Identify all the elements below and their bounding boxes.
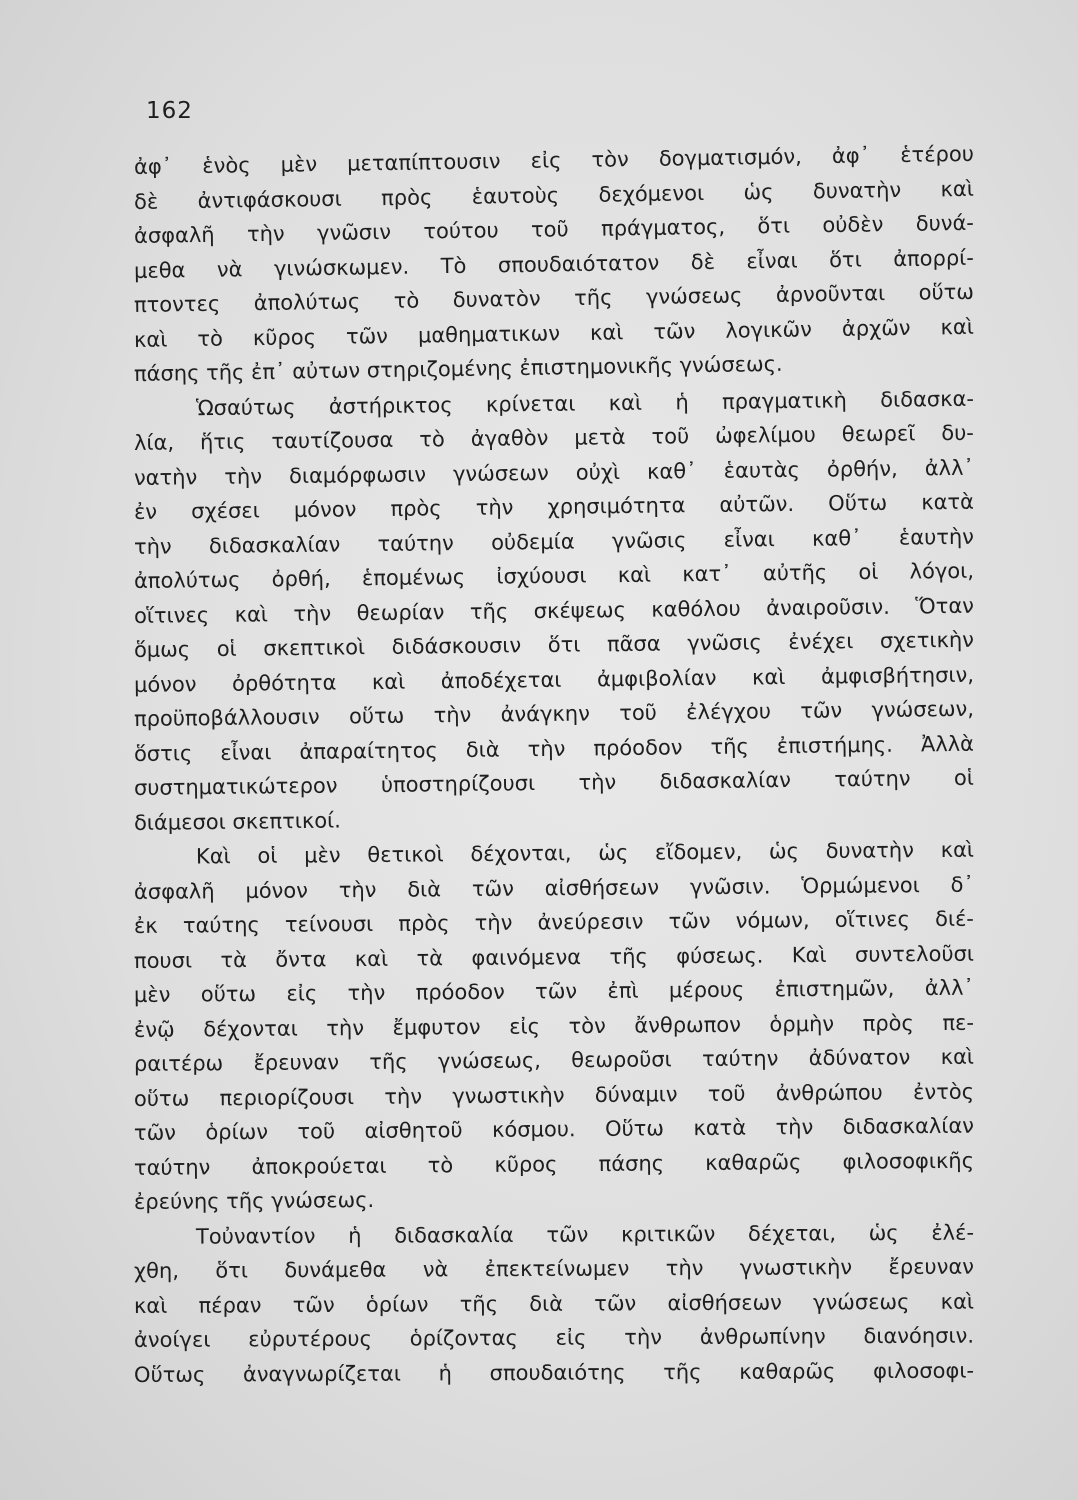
text-line: ταύτην ἀποκρούεται τὸ κῦρος πάσης καθαρῶς φιλοσοφικῆς <box>133 1148 975 1180</box>
text-line: τὴν διδασκαλίαν ταύτην οὐδεμία γνῶσις εἶναι καθ᾽ ἑαυτὴν <box>133 524 975 559</box>
text-line: ἐρεύνης τῆς γνώσεως. <box>133 1187 375 1214</box>
text-line: νατὴν τὴν διαμόρφωσιν γνώσεων οὐχὶ καθ᾽ ἑαυτὰς ὀρθήν, ἀλλ᾽ <box>133 455 975 490</box>
text-line: οἵτινες καὶ τὴν θεωρίαν τῆς σκέψεως καθόλου ἀναιροῦσιν. Ὅταν <box>133 593 975 628</box>
text-line: ἐκ ταύτης τείνουσι πρὸς τὴν ἀνεύρεσιν τῶν νόμων, οἵτινες διέ- <box>133 906 975 938</box>
text-line: ἐν σχέσει μόνον πρὸς τὴν χρησιμότητα αὐτῶν. Οὕτω κατὰ <box>133 489 975 524</box>
text-line: ἀσφαλῆ τὴν γνῶσιν τούτου τοῦ πράγματος, ὅτι οὐδὲν δυνά- <box>133 210 975 248</box>
text-line: Τοὐναντίον ἡ διδασκαλία τῶν κριτικῶν δέχεται, ὡς ἐλέ- <box>195 1220 975 1249</box>
text-line: οὕτω περιορίζουσι τὴν γνωστικὴν δύναμιν τοῦ ἀνθρώπου ἐντὸς <box>133 1079 975 1111</box>
text-line: ὅστις εἶναι ἀπαραίτητος διὰ τὴν πρόοδον τῆς ἐπιστήμης. Ἀλλὰ <box>133 731 975 766</box>
text-line: πτοντες ἀπολύτως τὸ δυνατὸν τῆς γνώσεως ἀρνοῦνται οὕτω <box>133 279 975 317</box>
text-line: μὲν οὕτω εἰς τὴν πρόοδον τῶν ἐπὶ μέρους ἐπιστημῶν, ἀλλ᾽ <box>133 975 975 1007</box>
text-line: πάσης τῆς ἐπ᾽ αὐτων στηριζομένης ἐπιστημονικῆς γνώσεως. <box>133 351 783 386</box>
text-line: καὶ πέραν τῶν ὁρίων τῆς διὰ τῶν αἰσθήσεων γνώσεως καὶ <box>133 1289 975 1318</box>
text-line: ἀπολύτως ὀρθή, ἑπομένως ἰσχύουσι καὶ κατ᾽ αὐτῆς οἱ λόγοι, <box>133 558 975 593</box>
text-line: ἀφ᾽ ἑνὸς μὲν μεταπίπτουσιν εἰς τὸν δογματισμόν, ἀφ᾽ ἑτέρου <box>133 141 975 179</box>
text-line: τῶν ὁρίων τοῦ αἰσθητοῦ κόσμου. Οὕτω κατὰ τὴν διδασκαλίαν <box>133 1113 975 1145</box>
text-line: λία, ἥτις ταυτίζουσα τὸ ἀγαθὸν μετὰ τοῦ ὠφελίμου θεωρεῖ δυ- <box>133 420 975 455</box>
text-line: χθη, ὅτι δυνάμεθα νὰ ἐπεκτείνωμεν τὴν γνωστικὴν ἔρευναν <box>133 1254 975 1283</box>
text-line: δὲ ἀντιφάσκουσι πρὸς ἑαυτοὺς δεχόμενοι ὡς δυνατὴν καὶ <box>133 176 975 214</box>
text-line: ἐνῷ δέχονται τὴν ἔμφυτον εἰς τὸν ἄνθρωπον ὁρμὴν πρὸς πε- <box>133 1010 975 1042</box>
text-line: μεθα νὰ γινώσκωμεν. Τὸ σπουδαιότατον δὲ εἶναι ὅτι ἀπορρί- <box>133 245 975 283</box>
text-line: ἀνοίγει εὐρυτέρους ὁρίζοντας εἰς τὴν ἀνθρωπίνην διανόησιν. <box>133 1323 975 1352</box>
text-line: ἀσφαλῆ μόνον τὴν διὰ τῶν αἰσθήσεων γνῶσιν. Ὁρμώμενοι δ᾽ <box>133 872 975 904</box>
text-line: Οὕτως ἀναγνωρίζεται ἡ σπουδαιότης τῆς καθαρῶς φιλοσοφι- <box>133 1358 975 1387</box>
text-line: συστηματικώτερον ὑποστηρίζουσι τὴν διδασκαλίαν ταύτην οἱ <box>133 765 975 800</box>
text-line: ὅμως οἱ σκεπτικοὶ διδάσκουσιν ὅτι πᾶσα γνῶσις ἐνέχει σχετικὴν <box>133 627 975 662</box>
text-line: ραιτέρω ἔρευναν τῆς γνώσεως, θεωροῦσι ταύτην ἀδύνατον καὶ <box>133 1044 975 1076</box>
text-line: πουσι τὰ ὄντα καὶ τὰ φαινόμενα τῆς φύσεως. Καὶ συντελοῦσι <box>133 941 975 973</box>
text-line: προϋποβάλλουσιν οὕτω τὴν ἀνάγκην τοῦ ἐλέγχου τῶν γνώσεων, <box>133 696 975 731</box>
text-line: καὶ τὸ κῦρος τῶν μαθηματικων καὶ τῶν λογικῶν ἀρχῶν καὶ <box>133 314 975 352</box>
body-text <box>133 141 975 1392</box>
text-line: μόνον ὀρθότητα καὶ ἀποδέχεται ἀμφιβολίαν καὶ ἀμφισβήτησιν, <box>133 662 975 697</box>
text-line: Ὡσαύτως ἀστήρικτος κρίνεται καὶ ἡ πραγματικὴ διδασκα- <box>195 386 975 420</box>
page-number: 162 <box>146 98 193 124</box>
text-line: Καὶ οἱ μὲν θετικοὶ δέχονται, ὡς εἴδομεν, ὡς δυνατὴν καὶ <box>195 837 975 869</box>
text-line: διάμεσοι σκεπτικοί. <box>133 807 342 835</box>
